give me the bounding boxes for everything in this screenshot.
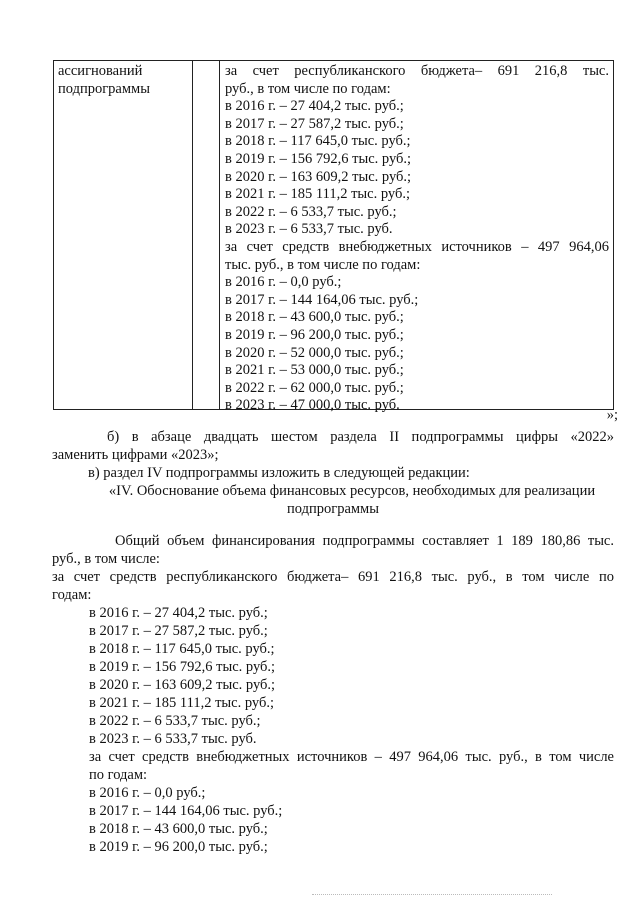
rep-budget-heading-cont: руб., в том числе по годам: — [225, 80, 391, 97]
year-item: в 2023 г. – 6 533,7 тыс. руб. — [225, 221, 393, 238]
year-item: в 2020 г. – 163 609,2 тыс. руб.; — [225, 168, 412, 185]
amendment-b — [52, 428, 614, 464]
table-empty-cell — [193, 61, 220, 409]
year-item: в 2018 г. – 43 600,0 тыс. руб.; — [225, 309, 404, 326]
year-item: в 2017 г. – 27 587,2 тыс. руб.; — [89, 623, 268, 639]
year-item: в 2019 г. – 156 792,6 тыс. руб.; — [89, 659, 276, 675]
year-item: в 2016 г. – 0,0 руб.; — [89, 785, 206, 801]
section-title — [52, 482, 614, 518]
rep-budget-paragraph — [52, 568, 614, 604]
amendment-b-line-2: заменить цифрами «2023»; — [52, 447, 219, 463]
year-item: в 2017 г. – 27 587,2 тыс. руб.; — [225, 115, 404, 132]
amendment-v — [52, 464, 614, 482]
total-funding-line-2: руб., в том числе: — [52, 551, 160, 567]
year-item: в 2018 г. – 117 645,0 тыс. руб.; — [89, 641, 275, 657]
year-item: в 2022 г. – 6 533,7 тыс. руб.; — [225, 203, 397, 220]
year-item: в 2019 г. – 96 200,0 тыс. руб.; — [89, 839, 268, 855]
rep-budget-line-2: годам: — [52, 587, 92, 603]
rep-budget-years — [52, 604, 640, 748]
year-item: в 2019 г. – 156 792,6 тыс. руб.; — [225, 150, 412, 167]
rep-budget-line-1: за счет средств республиканского бюджета– 691 216,8 тыс. руб., в том числе по — [52, 569, 614, 585]
year-item: в 2016 г. – 27 404,2 тыс. руб.; — [225, 98, 404, 115]
year-item: в 2022 г. – 6 533,7 тыс. руб.; — [89, 713, 261, 729]
extra-budget-heading-cont: тыс. руб., в том числе по годам: — [225, 256, 421, 273]
year-item: в 2020 г. – 163 609,2 тыс. руб.; — [89, 677, 276, 693]
year-item: в 2017 г. – 144 164,06 тыс. руб.; — [225, 291, 419, 308]
funding-table — [53, 60, 614, 414]
year-item: в 2019 г. – 96 200,0 тыс. руб.; — [225, 326, 404, 343]
year-item: в 2021 г. – 185 111,2 тыс. руб.; — [225, 186, 410, 203]
year-item: в 2021 г. – 53 000,0 тыс. руб.; — [225, 362, 404, 379]
year-item: в 2022 г. – 62 000,0 тыс. руб.; — [225, 379, 404, 396]
year-item: в 2018 г. – 117 645,0 тыс. руб.; — [225, 133, 411, 150]
year-item: в 2017 г. – 144 164,06 тыс. руб.; — [89, 803, 283, 819]
year-item: в 2016 г. – 0,0 руб.; — [225, 274, 342, 291]
closing-quote: »; — [606, 407, 618, 423]
label-line: подпрограммы — [58, 80, 150, 97]
table-label-cell — [54, 61, 193, 409]
rep-budget-heading: за счет республиканского бюджета– 691 216,8 тыс. — [225, 63, 609, 79]
scan-artifact-line — [312, 894, 552, 895]
table-content-cell — [220, 61, 613, 414]
amendment-b-text: б) в абзаце двадцать шестом раздела II подпрограммы цифры «2022» — [107, 429, 614, 445]
year-item: в 2021 г. – 185 111,2 тыс. руб.; — [89, 695, 274, 711]
label-line: ассигнований — [58, 63, 143, 79]
amendment-b-line-1 — [52, 428, 614, 446]
extra-budget-heading: за счет средств внебюджетных источников – 497 964,06 — [225, 238, 609, 255]
section-title-line-2: подпрограммы — [287, 501, 379, 517]
amendment-v-line: в) раздел IV подпрограммы изложить в следующей редакции: — [88, 465, 470, 481]
year-item: в 2023 г. – 6 533,7 тыс. руб. — [89, 731, 257, 747]
section-title-line-1: «IV. Обоснование объема финансовых ресурсов, необходимых для реализации — [108, 483, 596, 499]
total-funding-line-1 — [52, 532, 614, 550]
total-funding-text: Общий объем финансирования подпрограммы составляет 1 189 180,86 тыс. — [115, 533, 614, 549]
extra-budget-paragraph — [52, 748, 614, 856]
year-item: в 2018 г. – 43 600,0 тыс. руб.; — [89, 821, 268, 837]
extra-budget-line-1: за счет средств внебюджетных источников – 497 964,06 тыс. руб., в том числе — [89, 749, 614, 765]
year-item: в 2023 г. – 47 000,0 тыс. руб. — [225, 397, 400, 414]
year-item: в 2016 г. – 27 404,2 тыс. руб.; — [89, 605, 268, 621]
extra-budget-line-2: по годам: — [89, 767, 148, 783]
total-funding-paragraph — [52, 532, 614, 568]
year-item: в 2020 г. – 52 000,0 тыс. руб.; — [225, 344, 404, 361]
